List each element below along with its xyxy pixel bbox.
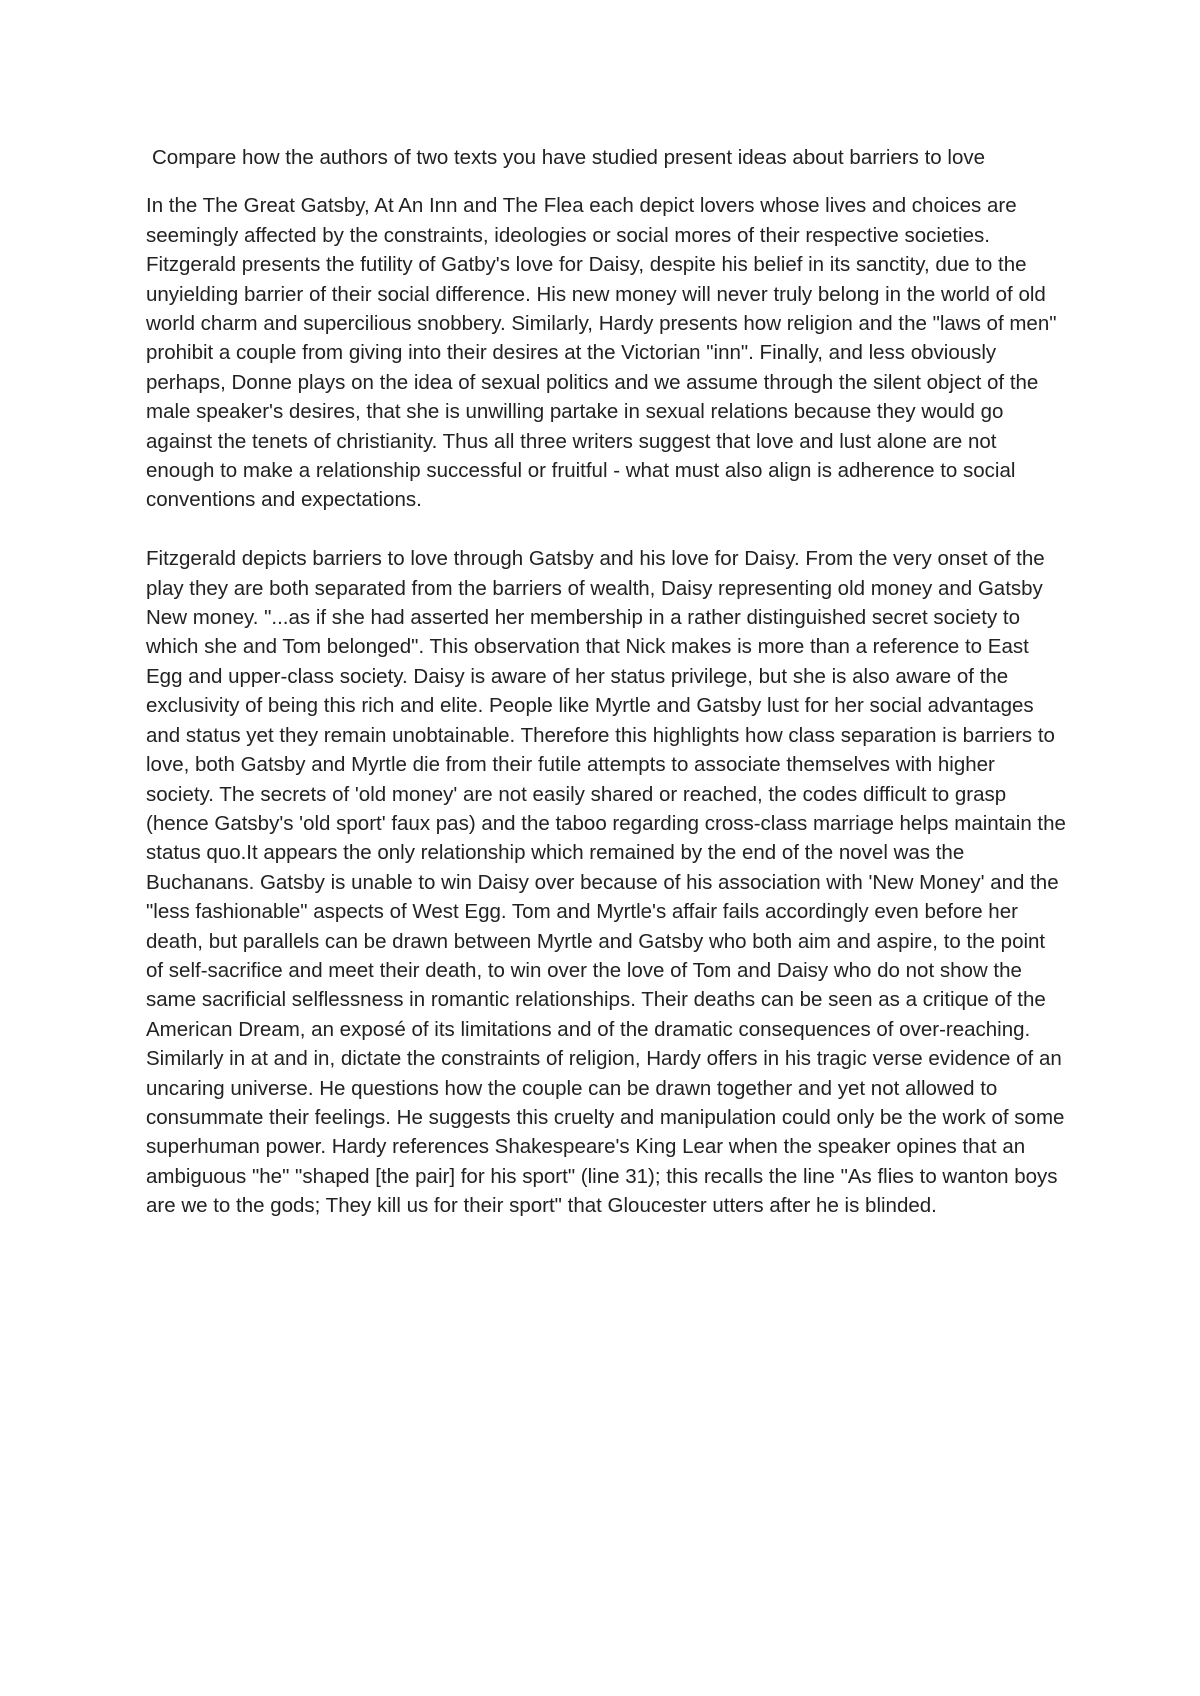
document-body — [146, 143, 1066, 1221]
essay-question-title: Compare how the authors of two texts you have studied present ideas about barriers to love — [152, 146, 986, 169]
introduction-paragraph: In the The Great Gatsby, At An Inn and The Flea each depict lovers whose lives and choices are seemingly affected by the constraints, ideologies or social mores of their respective societies. Fitzgerald presents the futility of Gatby's love for Daisy, despite his belief in its sanctity, due to the unyielding barrier of their social difference. His new money will never truly belong in the world of old world charm and supercilious snobbery. Similarly, Hardy presents how religion and the "laws of men" prohibit a couple from giving into their desires at the Victorian "inn". Finally, and less obviously perhaps, Donne plays on the idea of sexual politics and we assume through the silent object of the male speaker's desires, that she is unwilling partake in sexual relations because they would go against the tenets of christianity. Thus all three writers suggest that love and lust alone are not enough to make a relationship successful or fruitful - what must also align is adherence to social conventions and expectations. — [146, 194, 1057, 512]
body-paragraph: Fitzgerald depicts barriers to love through Gatsby and his love for Daisy. From the very onset of the play they are both separated from the barriers of wealth, Daisy representing old money and Gatsby New money. "...as if she had asserted her membership in a rather distinguished secret society to which she and Tom belonged". This observation that Nick makes is more than a reference to East Egg and upper-class society. Daisy is aware of her status privilege, but she is also aware of the exclusivity of being this rich and elite. People like Myrtle and Gatsby lust for her social advantages and status yet they remain unobtainable. Therefore this highlights how class separation is barriers to love, both Gatsby and Myrtle die from their futile attempts to associate themselves with higher society. The secrets of 'old money' are not easily shared or reached, the codes difficult to grasp (hence Gatsby's 'old sport' faux pas) and the taboo regarding cross-class marriage helps maintain the status quo.It appears the only relationship which remained by the end of the novel was the Buchanans. Gatsby is unable to win Daisy over because of his association with 'New Money' and the "less fashionable" aspects of West Egg. Tom and Myrtle's affair fails accordingly even before her death, but parallels can be drawn between Myrtle and Gatsby who both aim and aspire, to the point of self-sacrifice and meet their death, to win over the love of Tom and Daisy who do not show the same sacrificial selflessness in romantic relationships. Their deaths can be seen as a critique of the American Dream, an exposé of its limitations and of the dramatic consequences of over-reaching. Similarly in at and in, dictate the constraints of religion, Hardy offers in his tragic verse evidence of an uncaring universe. He questions how the couple can be drawn together and yet not allowed to consummate their feelings. He suggests this cruelty and manipulation could only be the work of some superhuman power. Hardy references Shakespeare's King Lear when the speaker opines that an ambiguous "he" "shaped [the pair] for his sport" (line 31); this recalls the line "As flies to wanton boys are we to the gods; They kill us for their sport" that Gloucester utters after he is blinded. — [146, 547, 1066, 1218]
